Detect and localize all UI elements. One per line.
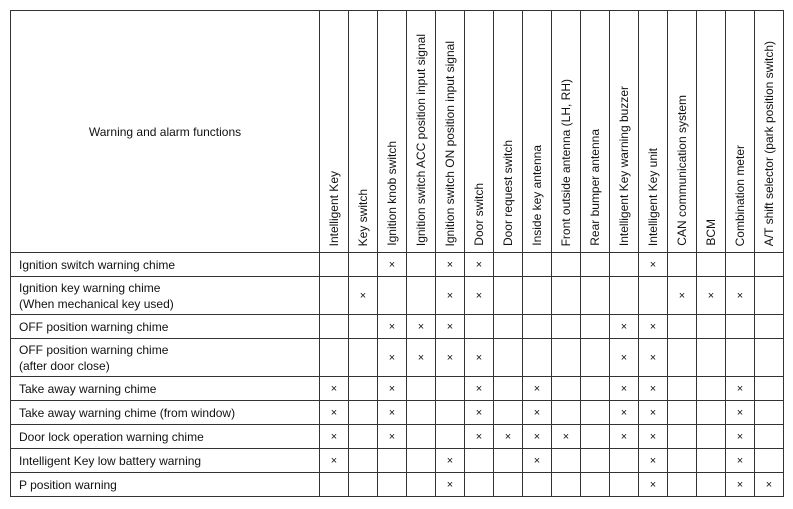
empty-cell	[523, 277, 552, 315]
empty-cell	[494, 473, 523, 497]
empty-cell	[494, 449, 523, 473]
table-row	[11, 473, 784, 497]
column-header-label: CAN communication system	[675, 95, 689, 246]
mark-cell	[320, 449, 349, 473]
empty-cell	[349, 253, 378, 277]
mark-cell	[610, 377, 639, 401]
column-header-label: Key switch	[356, 188, 370, 246]
empty-cell	[697, 377, 726, 401]
column-header-label: Door request switch	[501, 139, 515, 246]
cross-mark-icon: ×	[736, 382, 744, 395]
cross-mark-icon: ×	[446, 454, 454, 467]
empty-cell	[407, 449, 436, 473]
cross-mark-icon: ×	[446, 258, 454, 271]
mark-cell	[639, 377, 668, 401]
empty-cell	[668, 315, 697, 339]
empty-cell	[668, 449, 697, 473]
cross-mark-icon: ×	[475, 258, 483, 271]
mark-cell	[465, 339, 494, 377]
header-row	[11, 11, 784, 253]
column-header	[523, 11, 552, 253]
column-header	[610, 11, 639, 253]
empty-cell	[552, 449, 581, 473]
empty-cell	[407, 425, 436, 449]
cross-mark-icon: ×	[388, 258, 396, 271]
empty-cell	[755, 315, 784, 339]
empty-cell	[581, 339, 610, 377]
cross-mark-icon: ×	[562, 430, 570, 443]
mark-cell	[639, 253, 668, 277]
row-label-line: Take away warning chime (from window)	[19, 405, 236, 420]
empty-cell	[494, 339, 523, 377]
row-label	[11, 339, 320, 377]
empty-cell	[581, 315, 610, 339]
cross-mark-icon: ×	[649, 430, 657, 443]
mark-cell	[436, 339, 465, 377]
column-header	[378, 11, 407, 253]
row-label	[11, 277, 320, 315]
cross-mark-icon: ×	[736, 406, 744, 419]
empty-cell	[610, 449, 639, 473]
mark-cell	[552, 425, 581, 449]
empty-cell	[349, 339, 378, 377]
empty-cell	[668, 401, 697, 425]
mark-cell	[378, 401, 407, 425]
column-header-label: Combination meter	[733, 144, 747, 246]
column-header-label: Inside key antenna	[530, 145, 544, 246]
empty-cell	[523, 253, 552, 277]
empty-cell	[610, 277, 639, 315]
cross-mark-icon: ×	[620, 351, 628, 364]
row-label	[11, 449, 320, 473]
empty-cell	[697, 253, 726, 277]
column-header-label: Intelligent Key warning buzzer	[617, 85, 631, 246]
cross-mark-icon: ×	[388, 320, 396, 333]
cross-mark-icon: ×	[649, 382, 657, 395]
empty-cell	[697, 401, 726, 425]
table-body	[11, 253, 784, 497]
empty-cell	[552, 377, 581, 401]
column-header	[436, 11, 465, 253]
mark-cell	[465, 425, 494, 449]
cross-mark-icon: ×	[649, 406, 657, 419]
cross-mark-icon: ×	[504, 430, 512, 443]
cross-mark-icon: ×	[446, 351, 454, 364]
empty-cell	[581, 253, 610, 277]
column-header-label: Intelligent Key unit	[646, 147, 660, 246]
column-header-label: Front outside antenna (LH, RH)	[559, 78, 573, 246]
mark-cell	[465, 401, 494, 425]
cross-mark-icon: ×	[649, 258, 657, 271]
empty-cell	[552, 315, 581, 339]
row-label-line: Door lock operation warning chime	[19, 429, 204, 444]
column-header	[349, 11, 378, 253]
empty-cell	[668, 253, 697, 277]
cross-mark-icon: ×	[330, 406, 338, 419]
mark-cell	[668, 277, 697, 315]
cross-mark-icon: ×	[707, 289, 715, 302]
empty-cell	[494, 253, 523, 277]
cross-mark-icon: ×	[678, 289, 686, 302]
empty-cell	[581, 401, 610, 425]
table-row	[11, 425, 784, 449]
mark-cell	[726, 473, 755, 497]
column-header	[726, 11, 755, 253]
cross-mark-icon: ×	[417, 351, 425, 364]
empty-cell	[465, 315, 494, 339]
empty-cell	[726, 253, 755, 277]
mark-cell	[378, 253, 407, 277]
empty-cell	[697, 339, 726, 377]
cross-mark-icon: ×	[649, 320, 657, 333]
empty-cell	[668, 339, 697, 377]
empty-cell	[726, 339, 755, 377]
mark-cell	[523, 425, 552, 449]
row-label	[11, 253, 320, 277]
empty-cell	[668, 377, 697, 401]
empty-cell	[494, 377, 523, 401]
empty-cell	[320, 339, 349, 377]
empty-cell	[523, 339, 552, 377]
empty-cell	[349, 449, 378, 473]
column-header-label: Rear bumper antenna	[588, 129, 602, 246]
mark-cell	[320, 425, 349, 449]
mark-cell	[523, 377, 552, 401]
column-header-label: BCM	[704, 219, 718, 246]
warning-functions-table	[10, 10, 784, 497]
empty-cell	[436, 401, 465, 425]
empty-cell	[697, 315, 726, 339]
empty-cell	[494, 277, 523, 315]
row-label-line: OFF position warning chime	[19, 342, 169, 357]
empty-cell	[349, 473, 378, 497]
empty-cell	[407, 401, 436, 425]
column-header	[494, 11, 523, 253]
cross-mark-icon: ×	[736, 454, 744, 467]
empty-cell	[581, 377, 610, 401]
cross-mark-icon: ×	[446, 320, 454, 333]
corner-header: Warning and alarm functions	[11, 11, 320, 253]
cross-mark-icon: ×	[649, 351, 657, 364]
empty-cell	[755, 449, 784, 473]
column-header-label: Door switch	[472, 183, 486, 246]
row-label	[11, 377, 320, 401]
cross-mark-icon: ×	[330, 382, 338, 395]
column-header-label: Ignition switch ON position input signal	[443, 40, 457, 246]
mark-cell	[465, 253, 494, 277]
empty-cell	[349, 425, 378, 449]
mark-cell	[639, 315, 668, 339]
row-label	[11, 315, 320, 339]
cross-mark-icon: ×	[388, 351, 396, 364]
empty-cell	[581, 425, 610, 449]
empty-cell	[755, 377, 784, 401]
empty-cell	[494, 315, 523, 339]
mark-cell	[523, 401, 552, 425]
cross-mark-icon: ×	[533, 430, 541, 443]
row-label-line: P position warning	[19, 477, 117, 492]
mark-cell	[436, 473, 465, 497]
empty-cell	[581, 277, 610, 315]
empty-cell	[407, 277, 436, 315]
mark-cell	[726, 449, 755, 473]
empty-cell	[697, 449, 726, 473]
empty-cell	[552, 339, 581, 377]
cross-mark-icon: ×	[330, 430, 338, 443]
cross-mark-icon: ×	[736, 289, 744, 302]
mark-cell	[465, 377, 494, 401]
mark-cell	[639, 339, 668, 377]
column-header	[639, 11, 668, 253]
empty-cell	[552, 277, 581, 315]
row-label-line: (When mechanical key used)	[19, 296, 174, 311]
mark-cell	[378, 315, 407, 339]
mark-cell	[436, 315, 465, 339]
column-header-label: Ignition knob switch	[385, 141, 399, 246]
mark-cell	[320, 401, 349, 425]
mark-cell	[436, 449, 465, 473]
mark-cell	[378, 339, 407, 377]
warning-functions-table-wrapper	[10, 10, 784, 497]
empty-cell	[552, 401, 581, 425]
row-label-line: OFF position warning chime	[19, 319, 169, 334]
empty-cell	[610, 473, 639, 497]
cross-mark-icon: ×	[620, 320, 628, 333]
empty-cell	[639, 277, 668, 315]
empty-cell	[320, 473, 349, 497]
row-label-line: (after door close)	[19, 358, 110, 373]
cross-mark-icon: ×	[475, 382, 483, 395]
column-header-label: Ignition switch ACC position input signal	[414, 33, 428, 246]
empty-cell	[581, 473, 610, 497]
mark-cell	[465, 277, 494, 315]
cross-mark-icon: ×	[388, 382, 396, 395]
empty-cell	[552, 473, 581, 497]
column-header-label: Intelligent Key	[327, 170, 341, 246]
cross-mark-icon: ×	[388, 430, 396, 443]
empty-cell	[697, 473, 726, 497]
empty-cell	[668, 425, 697, 449]
column-header	[581, 11, 610, 253]
cross-mark-icon: ×	[475, 406, 483, 419]
table-row	[11, 401, 784, 425]
mark-cell	[378, 425, 407, 449]
empty-cell	[349, 377, 378, 401]
empty-cell	[465, 449, 494, 473]
row-label	[11, 425, 320, 449]
empty-cell	[755, 253, 784, 277]
cross-mark-icon: ×	[649, 478, 657, 491]
empty-cell	[581, 449, 610, 473]
cross-mark-icon: ×	[533, 454, 541, 467]
cross-mark-icon: ×	[446, 478, 454, 491]
empty-cell	[697, 425, 726, 449]
row-label-line: Take away warning chime	[19, 381, 157, 396]
table-row	[11, 339, 784, 377]
mark-cell	[378, 377, 407, 401]
column-header	[320, 11, 349, 253]
mark-cell	[610, 315, 639, 339]
table-row	[11, 377, 784, 401]
column-header	[465, 11, 494, 253]
mark-cell	[610, 401, 639, 425]
empty-cell	[552, 253, 581, 277]
cross-mark-icon: ×	[359, 289, 367, 302]
mark-cell	[320, 377, 349, 401]
mark-cell	[523, 449, 552, 473]
mark-cell	[726, 401, 755, 425]
mark-cell	[726, 277, 755, 315]
empty-cell	[349, 315, 378, 339]
mark-cell	[407, 339, 436, 377]
cross-mark-icon: ×	[620, 406, 628, 419]
column-header	[697, 11, 726, 253]
empty-cell	[523, 315, 552, 339]
empty-cell	[465, 473, 494, 497]
row-label-line: Ignition switch warning chime	[19, 257, 176, 272]
empty-cell	[494, 401, 523, 425]
mark-cell	[755, 473, 784, 497]
empty-cell	[349, 401, 378, 425]
cross-mark-icon: ×	[736, 478, 744, 491]
cross-mark-icon: ×	[620, 430, 628, 443]
empty-cell	[755, 339, 784, 377]
mark-cell	[726, 425, 755, 449]
empty-cell	[755, 401, 784, 425]
empty-cell	[407, 377, 436, 401]
column-header-label: A/T shift selector (park position switch)	[762, 40, 776, 246]
table-row	[11, 277, 784, 315]
mark-cell	[697, 277, 726, 315]
empty-cell	[436, 425, 465, 449]
empty-cell	[320, 277, 349, 315]
cross-mark-icon: ×	[620, 382, 628, 395]
mark-cell	[610, 425, 639, 449]
empty-cell	[755, 277, 784, 315]
cross-mark-icon: ×	[388, 406, 396, 419]
row-label	[11, 401, 320, 425]
mark-cell	[436, 277, 465, 315]
mark-cell	[726, 377, 755, 401]
empty-cell	[320, 253, 349, 277]
mark-cell	[436, 253, 465, 277]
empty-cell	[378, 473, 407, 497]
column-header	[668, 11, 697, 253]
cross-mark-icon: ×	[649, 454, 657, 467]
column-header	[552, 11, 581, 253]
cross-mark-icon: ×	[417, 320, 425, 333]
cross-mark-icon: ×	[446, 289, 454, 302]
mark-cell	[639, 425, 668, 449]
empty-cell	[378, 277, 407, 315]
row-label-line: Intelligent Key low battery warning	[19, 453, 202, 468]
cross-mark-icon: ×	[475, 289, 483, 302]
mark-cell	[349, 277, 378, 315]
mark-cell	[639, 401, 668, 425]
empty-cell	[755, 425, 784, 449]
empty-cell	[610, 253, 639, 277]
table-row	[11, 315, 784, 339]
mark-cell	[639, 449, 668, 473]
cross-mark-icon: ×	[736, 430, 744, 443]
mark-cell	[494, 425, 523, 449]
cross-mark-icon: ×	[533, 382, 541, 395]
cross-mark-icon: ×	[533, 406, 541, 419]
empty-cell	[378, 449, 407, 473]
empty-cell	[668, 473, 697, 497]
column-header	[755, 11, 784, 253]
cross-mark-icon: ×	[330, 454, 338, 467]
empty-cell	[407, 473, 436, 497]
cross-mark-icon: ×	[475, 351, 483, 364]
table-row	[11, 449, 784, 473]
cross-mark-icon: ×	[765, 478, 773, 491]
table-row	[11, 253, 784, 277]
mark-cell	[639, 473, 668, 497]
empty-cell	[320, 315, 349, 339]
empty-cell	[407, 253, 436, 277]
row-label	[11, 473, 320, 497]
mark-cell	[610, 339, 639, 377]
empty-cell	[436, 377, 465, 401]
column-header	[407, 11, 436, 253]
empty-cell	[726, 315, 755, 339]
empty-cell	[523, 473, 552, 497]
row-label-line: Ignition key warning chime	[19, 280, 161, 295]
mark-cell	[407, 315, 436, 339]
cross-mark-icon: ×	[475, 430, 483, 443]
